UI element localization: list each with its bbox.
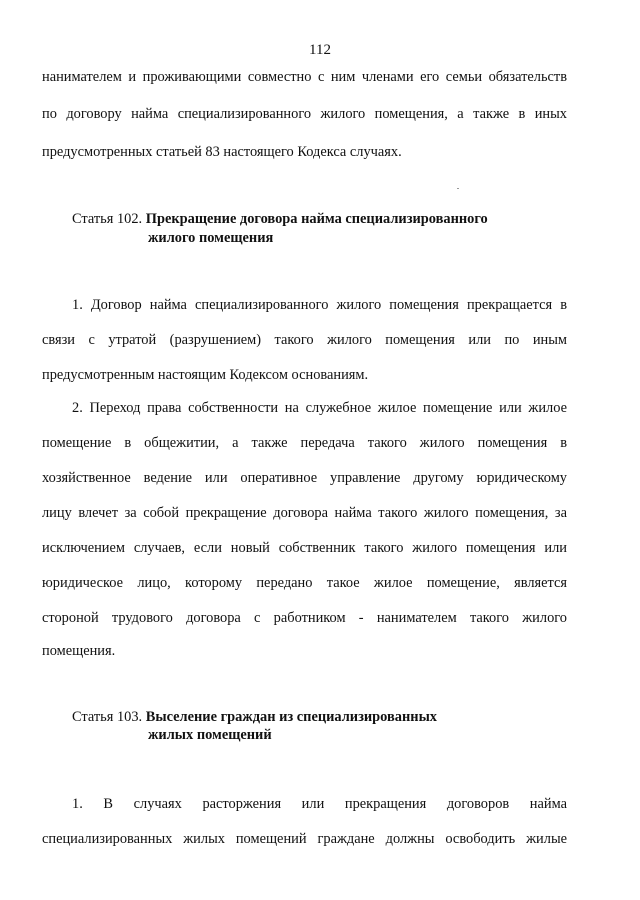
text-line: по договору найма специализированного жилого помещения, а также в иных bbox=[42, 106, 567, 122]
text-line: 1. В случаях расторжения или прекращения договоров найма bbox=[72, 796, 567, 812]
article-label: Статья 103. bbox=[72, 709, 143, 725]
article-title: Прекращение договора найма специализированного bbox=[145, 211, 488, 227]
article-title-continuation: жилого помещения bbox=[148, 230, 274, 246]
text-line: связи с утратой (разрушением) такого жилого помещения или по иным bbox=[42, 332, 567, 348]
text-line: 2. Переход права собственности на служебное жилое помещение или жилое bbox=[72, 400, 567, 416]
text-line: стороной трудового договора с работником - нанимателем такого жилого bbox=[42, 610, 567, 626]
article-103-heading bbox=[72, 708, 562, 726]
text-line: исключением случаев, если новый собственник такого жилого помещения или bbox=[42, 540, 567, 556]
article-title: Выселение граждан из специализированных bbox=[145, 709, 437, 725]
text-line: юридическое лицо, которому передано такое жилое помещение, является bbox=[42, 575, 567, 591]
text-line: нанимателем и проживающими совместно с ним членами его семьи обязательств bbox=[42, 69, 567, 85]
text-line: специализированных жилых помещений граждане должны освободить жилые bbox=[42, 831, 567, 847]
text-line: лицу влечет за собой прекращение договора найма такого жилого помещения, за bbox=[42, 505, 567, 521]
scan-speck bbox=[457, 188, 459, 189]
text-line: хозяйственное ведение или оперативное управление другому юридическому bbox=[42, 470, 567, 486]
text-line: помещение в общежитии, а также передача такого жилого помещения в bbox=[42, 435, 567, 451]
article-label: Статья 102. bbox=[72, 211, 143, 227]
page-number: 112 bbox=[309, 42, 331, 58]
article-102-heading bbox=[72, 210, 562, 228]
text-line: предусмотренным настоящим Кодексом основаниям. bbox=[42, 367, 369, 383]
text-line: 1. Договор найма специализированного жилого помещения прекращается в bbox=[72, 297, 567, 313]
text-line: предусмотренных статьей 83 настоящего Кодекса случаях. bbox=[42, 144, 402, 160]
text-line: помещения. bbox=[42, 643, 116, 659]
article-title-continuation: жилых помещений bbox=[148, 727, 272, 743]
